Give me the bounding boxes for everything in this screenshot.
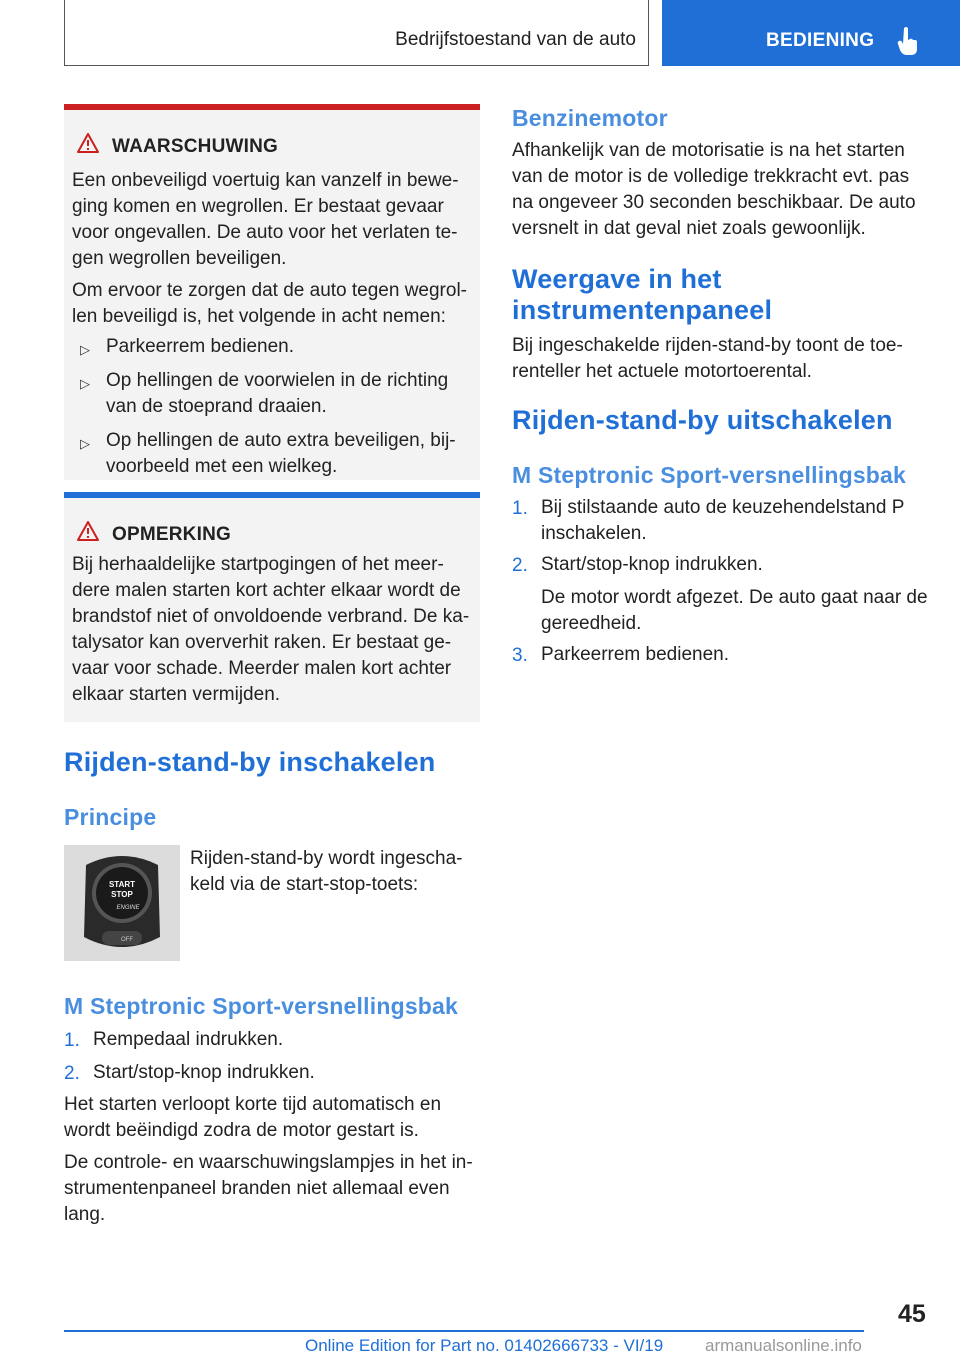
warning-line: voor ongevallen. De auto voor het verlaten te- [72,222,458,243]
heading-principle: Principe [64,804,157,830]
photo-start: START [108,880,136,889]
photo-engine: ENGINE [116,905,140,911]
warning-bullet-line: Op hellingen de auto extra beveiligen, bij- [106,430,456,451]
step-text: Parkeerrem bedienen. [541,644,729,665]
chapter-tab-label: BEDIENING [766,30,875,51]
step-number: 1. [64,1030,80,1051]
warning-bullet-line: Op hellingen de voorwielen in de richting [106,370,449,391]
chapter-tab[interactable] [662,0,960,66]
step-number: 2. [512,555,528,576]
heading-benzine: Benzinemotor [512,105,668,131]
step-line: inschakelen. [541,523,647,544]
warning-line: len beveiligd is, het volgende in acht nemen: [72,306,446,327]
note-line: elkaar starten vermijden. [72,684,281,705]
step-text [541,495,904,547]
paragraph-line: strumentenpaneel branden niet allemaal even [64,1178,450,1199]
header-section-box [64,0,649,66]
benzine-line: Afhankelijk van de motorisatie is na het starten [512,140,905,161]
warning-triangle-icon [76,132,100,154]
bullet-triangle-icon: ▷ [80,342,90,357]
principle-line: Rijden-stand-by wordt ingescha- [190,848,463,869]
benzine-line: na ongeveer 30 seconden beschikbaar. De auto [512,192,916,213]
note-line: brandstof niet of onvoldoende verbrand. De ka- [72,606,470,627]
step-number: 3. [512,645,528,666]
start-stop-button-photo [64,845,180,961]
warning-line: gen wegrollen beveiligen. [72,248,287,269]
warning-bullet [106,368,448,420]
bullet-triangle-icon: ▷ [80,436,90,451]
step-number: 1. [512,498,528,519]
step-result [541,585,928,637]
heading-line: instrumentenpaneel [512,295,773,325]
step-text: Rempedaal indrukken. [93,1029,284,1050]
heading-steptronic-left: M Steptronic Sport-versnellingsbak [64,993,459,1019]
warning-heading: WAARSCHUWING [112,136,278,157]
step-number: 2. [64,1063,80,1084]
benzine-line: versnelt in dat geval niet zoals gewoonlijk. [512,218,866,239]
footer-edition: Online Edition for Part no. 01402666733 - VI/19 [305,1336,664,1355]
warning-bullet [106,428,456,480]
weergave-line: renteller het actuele motortoerental. [512,361,812,382]
step-line: gereedheid. [541,613,642,634]
note-text [72,552,476,708]
lamps-paragraph [64,1150,473,1228]
page-number: 45 [898,1300,926,1328]
note-line: vaar voor schade. Meerder malen kort achter [72,658,452,679]
warning-bullet-line: voorbeeld met een wielkeg. [106,456,338,477]
step-line: De motor wordt afgezet. De auto gaat naar de [541,587,928,608]
pointing-hand-icon [897,26,919,56]
note-line: Bij herhaaldelijke startpogingen of het meer- [72,554,444,575]
note-line: dere malen starten kort achter elkaar wordt de [72,580,461,601]
note-triangle-icon [76,520,100,542]
footer-watermark: armanualsonline.info [705,1336,862,1355]
principle-text [190,846,462,898]
note-line: talysator kan oververhit raken. Er bestaat ge- [72,632,452,653]
principle-line: keld via de start-stop-toets: [190,874,419,895]
note-heading: OPMERKING [112,524,231,545]
heading-standby-on: Rijden-stand-by inschakelen [64,747,436,777]
heading-weergave [512,264,772,326]
paragraph-line: De controle- en waarschuwingslampjes in het in- [64,1152,473,1173]
paragraph-line: Het starten verloopt korte tijd automatisch en [64,1094,442,1115]
paragraph-line: lang. [64,1204,106,1225]
warning-line: Om ervoor te zorgen dat de auto tegen wegrol- [72,280,468,301]
bullet-triangle-icon: ▷ [80,376,90,391]
step-text: Start/stop-knop indrukken. [541,554,763,575]
step-line: Bij stilstaande auto de keuzehendelstand P [541,497,905,518]
heading-standby-off: Rijden-stand-by uitschakelen [512,405,893,435]
note-box [64,492,480,722]
photo-stop: STOP [111,890,133,899]
warning-bullet-line: van de stoeprand draaien. [106,396,327,417]
section-title: Bedrijfstoestand van de auto [395,29,636,50]
warning-text [72,168,476,330]
benzine-text [512,138,916,242]
start-paragraph [64,1092,441,1144]
footer-divider [64,1330,864,1332]
paragraph-line: wordt beëindigd zodra de motor gestart is. [64,1120,419,1141]
warning-bullet: Parkeerrem bedienen. [106,336,294,357]
start-stop-button-icon [64,845,180,961]
heading-line: Weergave in het [512,264,722,294]
warning-line: ging komen en wegrollen. Er bestaat gevaar [72,196,444,217]
heading-steptronic-right: M Steptronic Sport-versnellingsbak [512,462,907,488]
weergave-text [512,333,903,385]
step-text: Start/stop-knop indrukken. [93,1062,315,1083]
weergave-line: Bij ingeschakelde rijden-stand-by toont de toe- [512,335,903,356]
photo-off: OFF [121,937,133,943]
warning-box [64,104,480,480]
benzine-line: van de motor is de volledige trekkracht evt. pas [512,166,910,187]
warning-line: Een onbeveiligd voertuig kan vanzelf in bewe- [72,170,459,191]
